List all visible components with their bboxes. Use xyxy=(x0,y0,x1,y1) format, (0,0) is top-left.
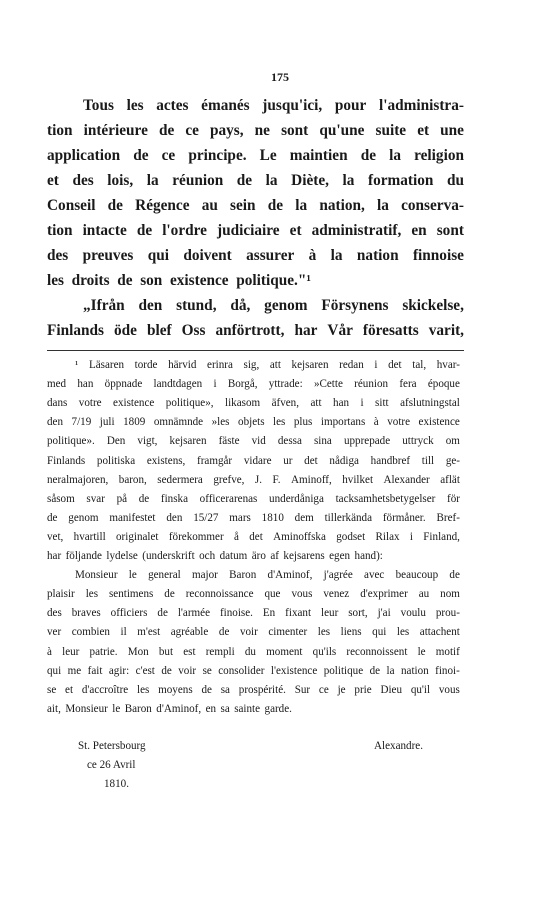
signature-place: St. Petersbourg xyxy=(78,740,146,752)
body-line: „Ifrån den stund, då, genom Försynens skickelse, xyxy=(83,297,464,314)
footnote-line: vet, hvartill originalet förekommer å det Aminoffska godset Rilax i Finland, xyxy=(47,530,460,543)
page-number: 175 xyxy=(271,70,289,84)
footnote-line: de genom manifestet den 15/27 mars 1810 dem tillerkända förmåner. Bref- xyxy=(47,511,460,524)
footnote-line: qui me fait agir: c'est de voir se consolider l'existence politique de la nation finoi- xyxy=(47,664,460,677)
body-line: les droits de son existence politique."¹ xyxy=(47,272,311,289)
body-line: et des lois, la réunion de la Diète, la formation du xyxy=(47,172,464,189)
footnote-line: politique». Den vigt, kejsaren fäste vid dessa sina upprepade uttryck om xyxy=(47,435,460,448)
footnote-line: ait, Monsieur le Baron d'Aminof, en sa sainte garde. xyxy=(47,702,292,715)
signature-year: 1810. xyxy=(104,778,129,790)
body-line: Tous les actes émanés jusqu'ici, pour l'administra- xyxy=(83,97,464,114)
footnote-line: den 7/19 juli 1809 omnämnde »les objets les plus importans à votre existence xyxy=(47,416,460,429)
footnote-line: plaisir les sentimens de reconnoissance que vous venez d'exprimer au nom xyxy=(47,588,460,601)
footnote-line: har följande lydelse (underskrift och datum äro af kejsarens egen hand): xyxy=(47,550,383,562)
signature-date: ce 26 Avril xyxy=(87,759,136,771)
footnote-line: dans votre existence politique», likasom äfven, att han i sitt afslutningstal xyxy=(47,397,460,410)
footnote-separator xyxy=(47,350,464,351)
footnote-line: ¹ Läsaren torde härvid erinra sig, att kejsaren redan i det tal, hvar- xyxy=(75,359,460,371)
footnote-line: med han öppnade landtdagen i Borgå, yttrade: »Cette réunion fera époque xyxy=(47,378,460,391)
footnote-line: à leur patrie. Mon but est rempli du moment qu'ils reconnoissent le motif xyxy=(47,645,460,658)
footnote-line: ver combien il m'est agréable de voir cimenter les liens qui les attachent xyxy=(47,626,460,639)
body-line: application de ce principe. Le maintien de la religion xyxy=(47,147,464,164)
footnote-line: Monsieur le general major Baron d'Aminof, j'agrée avec beaucoup de xyxy=(75,569,460,582)
body-line: des preuves qui doivent assurer à la nation finnoise xyxy=(47,247,464,264)
body-line: tion intérieure de ce pays, ne sont qu'une suite et une xyxy=(47,122,464,139)
footnote-line: neralmajoren, baron, sedermera grefve, J. F. Aminoff, hvilket Alexander aflät xyxy=(47,473,460,486)
footnote-line: Finlands politiska existens, framgår vidare ur det nådiga handbref till ge- xyxy=(47,454,460,467)
footnote-line: se et d'accroître les moyens de sa prospérité. Sur ce je prie Dieu qu'il vous xyxy=(47,683,460,696)
footnote-line: des braves officiers de l'armée finoise. En fixant leur sort, j'ai voulu prou- xyxy=(47,607,460,620)
body-line: Finlands öde blef Oss anförtrott, har Vår föresatts varit, xyxy=(47,322,464,339)
signature-name: Alexandre. xyxy=(374,740,423,752)
footnote-line: såsom svar på de finska officerarenas underdåniga tacksamhetsbetygelser för xyxy=(47,492,460,505)
body-line: tion intacte de l'ordre judiciaire et administratif, en sont xyxy=(47,222,464,239)
body-line: Conseil de Régence au sein de la nation, la conserva- xyxy=(47,197,464,214)
